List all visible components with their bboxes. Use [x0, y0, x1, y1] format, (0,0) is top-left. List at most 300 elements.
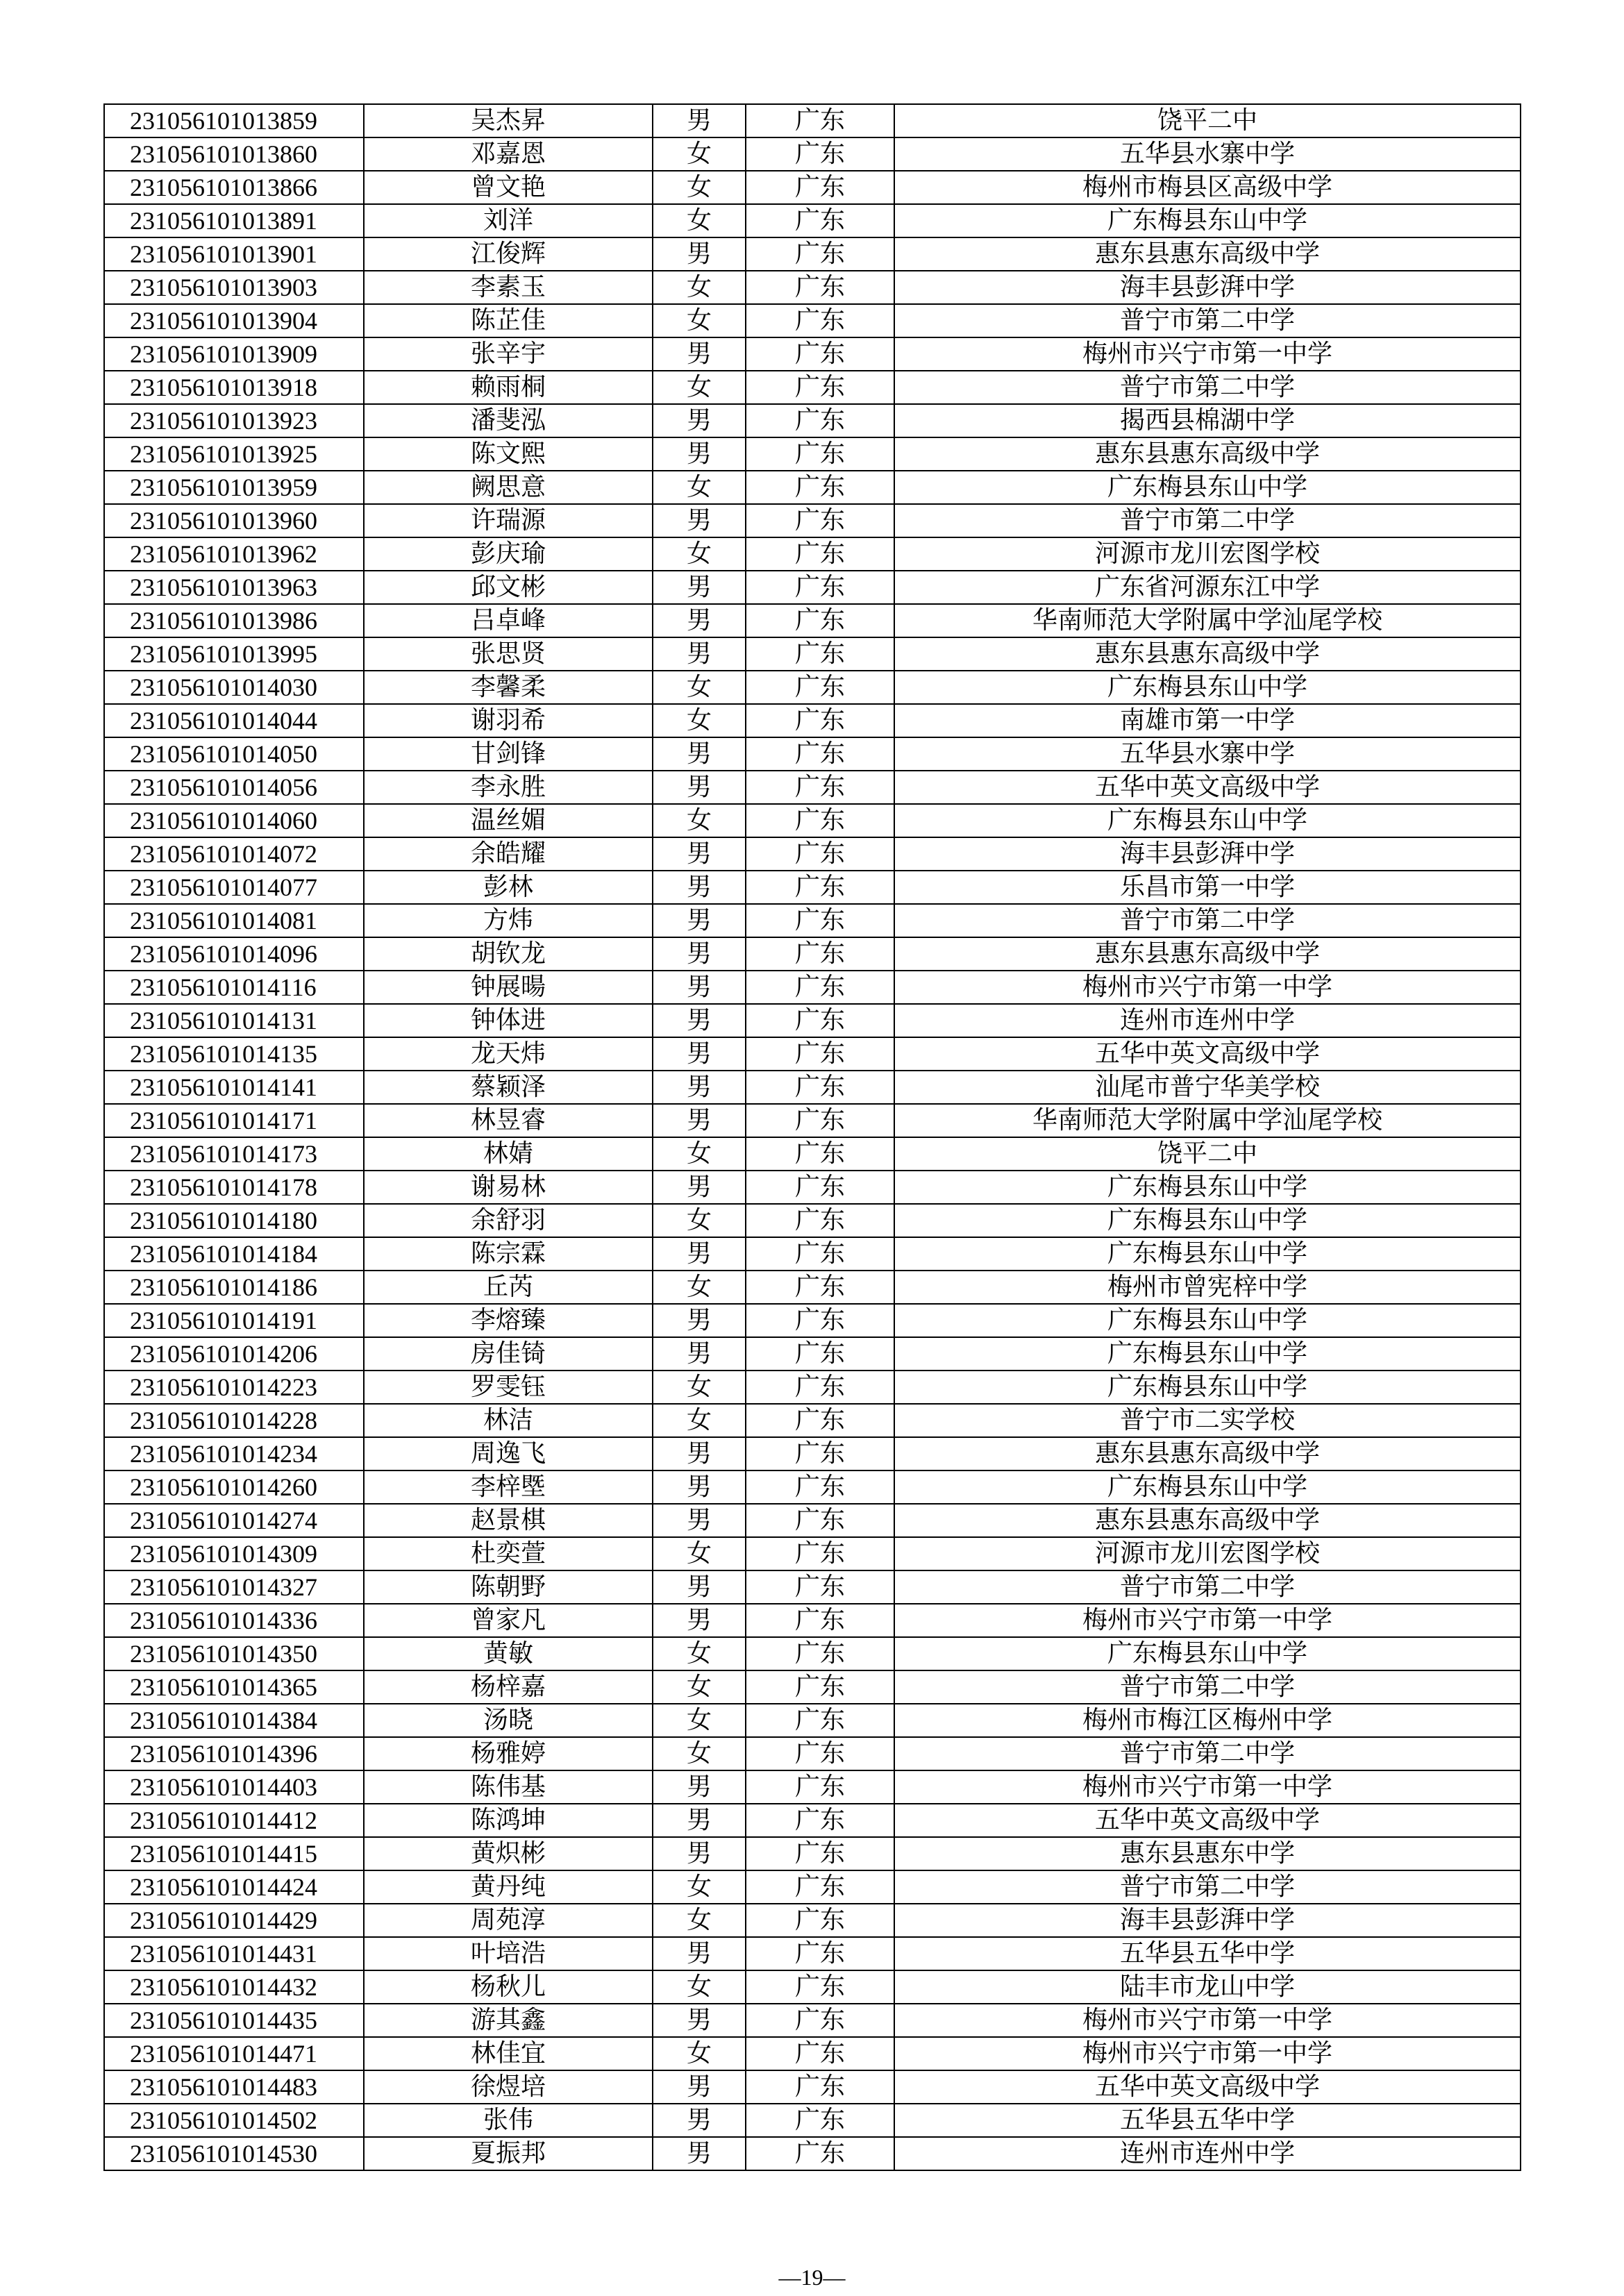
gender-cell: 女: [653, 1204, 746, 1237]
table-row: [104, 1404, 1521, 1437]
student-id-cell: 231056101014180: [104, 1204, 364, 1237]
name-cell: 林昱睿: [364, 1104, 653, 1137]
table-row: [104, 171, 1521, 204]
student-id-cell: 231056101014077: [104, 871, 364, 904]
name-cell: 余舒羽: [364, 1204, 653, 1237]
province-cell: 广东: [746, 937, 894, 971]
student-id-cell: 231056101013962: [104, 537, 364, 571]
province-cell: 广东: [746, 437, 894, 471]
gender-cell: 女: [653, 1271, 746, 1304]
gender-cell: 女: [653, 471, 746, 504]
student-id-cell: 231056101014178: [104, 1171, 364, 1204]
table-row: [104, 1937, 1521, 1970]
gender-cell: 女: [653, 1137, 746, 1171]
student-id-cell: 231056101013859: [104, 104, 364, 137]
student-id-cell: 231056101013903: [104, 271, 364, 304]
table-row: [104, 537, 1521, 571]
gender-cell: 女: [653, 1870, 746, 1904]
table-row: [104, 1670, 1521, 1704]
name-cell: 汤晓: [364, 1704, 653, 1737]
student-id-cell: 231056101014274: [104, 1504, 364, 1537]
gender-cell: 男: [653, 2104, 746, 2137]
student-id-cell: 231056101014530: [104, 2137, 364, 2170]
province-cell: 广东: [746, 1770, 894, 1804]
student-id-cell: 231056101013925: [104, 437, 364, 471]
gender-cell: 女: [653, 704, 746, 737]
name-cell: 陈伟基: [364, 1770, 653, 1804]
province-cell: 广东: [746, 1137, 894, 1171]
name-cell: 蔡颖泽: [364, 1071, 653, 1104]
name-cell: 叶培浩: [364, 1937, 653, 1970]
student-id-cell: 231056101014424: [104, 1870, 364, 1904]
name-cell: 黄敏: [364, 1637, 653, 1670]
gender-cell: 女: [653, 1904, 746, 1937]
province-cell: 广东: [746, 1570, 894, 1604]
table-row: [104, 271, 1521, 304]
province-cell: 广东: [746, 1304, 894, 1337]
table-row: [104, 304, 1521, 337]
table-row: [104, 2004, 1521, 2037]
gender-cell: 男: [653, 871, 746, 904]
student-id-cell: 231056101014365: [104, 1670, 364, 1704]
student-id-cell: 231056101014072: [104, 837, 364, 871]
school-cell: 连州市连州中学: [894, 2137, 1521, 2170]
gender-cell: 男: [653, 437, 746, 471]
table-row: [104, 104, 1521, 137]
student-id-cell: 231056101014429: [104, 1904, 364, 1937]
gender-cell: 女: [653, 171, 746, 204]
table-row: [104, 371, 1521, 404]
school-cell: 五华县水寨中学: [894, 137, 1521, 171]
table-row: [104, 571, 1521, 604]
name-cell: 潘斐泓: [364, 404, 653, 437]
gender-cell: 女: [653, 537, 746, 571]
gender-cell: 男: [653, 1037, 746, 1071]
table-row: [104, 737, 1521, 771]
province-cell: 广东: [746, 1371, 894, 1404]
table-row: [104, 504, 1521, 537]
table-row: [104, 971, 1521, 1004]
school-cell: 广东梅县东山中学: [894, 1237, 1521, 1271]
table-row: [104, 1804, 1521, 1837]
table-row: [104, 604, 1521, 637]
gender-cell: 男: [653, 1237, 746, 1271]
student-id-cell: 231056101014228: [104, 1404, 364, 1437]
student-id-cell: 231056101014223: [104, 1371, 364, 1404]
school-cell: 梅州市兴宁市第一中学: [894, 337, 1521, 371]
name-cell: 龙天炜: [364, 1037, 653, 1071]
province-cell: 广东: [746, 104, 894, 137]
province-cell: 广东: [746, 404, 894, 437]
school-cell: 梅州市兴宁市第一中学: [894, 2037, 1521, 2070]
gender-cell: 女: [653, 304, 746, 337]
name-cell: 游其鑫: [364, 2004, 653, 2037]
name-cell: 张思贤: [364, 637, 653, 671]
name-cell: 赵景棋: [364, 1504, 653, 1537]
school-cell: 惠东县惠东中学: [894, 1837, 1521, 1870]
gender-cell: 男: [653, 1837, 746, 1870]
name-cell: 夏振邦: [364, 2137, 653, 2170]
gender-cell: 男: [653, 1604, 746, 1637]
name-cell: 曾家凡: [364, 1604, 653, 1637]
school-cell: 五华县五华中学: [894, 2104, 1521, 2137]
school-cell: 广东省河源东江中学: [894, 571, 1521, 604]
name-cell: 陈鸿坤: [364, 1804, 653, 1837]
table-row: [104, 137, 1521, 171]
gender-cell: 男: [653, 1004, 746, 1037]
student-id-cell: 231056101014056: [104, 771, 364, 804]
name-cell: 林佳宜: [364, 2037, 653, 2070]
student-id-cell: 231056101014350: [104, 1637, 364, 1670]
gender-cell: 女: [653, 2037, 746, 2070]
gender-cell: 男: [653, 104, 746, 137]
province-cell: 广东: [746, 1704, 894, 1737]
student-id-cell: 231056101014116: [104, 971, 364, 1004]
name-cell: 林洁: [364, 1404, 653, 1437]
student-id-cell: 231056101014135: [104, 1037, 364, 1071]
student-id-cell: 231056101014171: [104, 1104, 364, 1137]
table-row: [104, 1637, 1521, 1670]
name-cell: 房佳锜: [364, 1337, 653, 1371]
student-id-cell: 231056101013866: [104, 171, 364, 204]
student-id-cell: 231056101014336: [104, 1604, 364, 1637]
province-cell: 广东: [746, 1204, 894, 1237]
name-cell: 杨雅婷: [364, 1737, 653, 1770]
table-row: [104, 1271, 1521, 1304]
province-cell: 广东: [746, 1271, 894, 1304]
table-row: [104, 1171, 1521, 1204]
province-cell: 广东: [746, 204, 894, 237]
gender-cell: 女: [653, 1637, 746, 1670]
student-id-cell: 231056101014415: [104, 1837, 364, 1870]
student-id-cell: 231056101014327: [104, 1570, 364, 1604]
school-cell: 广东梅县东山中学: [894, 1304, 1521, 1337]
name-cell: 方炜: [364, 904, 653, 937]
student-id-cell: 231056101014384: [104, 1704, 364, 1737]
name-cell: 胡钦龙: [364, 937, 653, 971]
province-cell: 广东: [746, 1904, 894, 1937]
name-cell: 陈芷佳: [364, 304, 653, 337]
school-cell: 梅州市兴宁市第一中学: [894, 1604, 1521, 1637]
student-id-cell: 231056101013860: [104, 137, 364, 171]
school-cell: 五华县水寨中学: [894, 737, 1521, 771]
table-row: [104, 2070, 1521, 2104]
school-cell: 普宁市第二中学: [894, 371, 1521, 404]
table-row: [104, 1837, 1521, 1870]
gender-cell: 女: [653, 137, 746, 171]
name-cell: 杨梓嘉: [364, 1670, 653, 1704]
gender-cell: 女: [653, 371, 746, 404]
table-row: [104, 1504, 1521, 1537]
gender-cell: 女: [653, 1704, 746, 1737]
school-cell: 五华县五华中学: [894, 1937, 1521, 1970]
name-cell: 张伟: [364, 2104, 653, 2137]
student-roster-table: [103, 103, 1521, 2171]
province-cell: 广东: [746, 1937, 894, 1970]
province-cell: 广东: [746, 1404, 894, 1437]
name-cell: 李永胜: [364, 771, 653, 804]
table-row: [104, 1770, 1521, 1804]
name-cell: 赖雨桐: [364, 371, 653, 404]
province-cell: 广东: [746, 637, 894, 671]
gender-cell: 男: [653, 237, 746, 271]
province-cell: 广东: [746, 737, 894, 771]
name-cell: 陈朝野: [364, 1570, 653, 1604]
gender-cell: 男: [653, 1770, 746, 1804]
province-cell: 广东: [746, 171, 894, 204]
student-id-cell: 231056101013904: [104, 304, 364, 337]
name-cell: 李熔臻: [364, 1304, 653, 1337]
table-row: [104, 471, 1521, 504]
name-cell: 林婧: [364, 1137, 653, 1171]
gender-cell: 男: [653, 1937, 746, 1970]
gender-cell: 女: [653, 1670, 746, 1704]
name-cell: 张辛宇: [364, 337, 653, 371]
school-cell: 乐昌市第一中学: [894, 871, 1521, 904]
province-cell: 广东: [746, 1337, 894, 1371]
province-cell: 广东: [746, 2137, 894, 2170]
table-row: [104, 1904, 1521, 1937]
school-cell: 惠东县惠东高级中学: [894, 937, 1521, 971]
student-id-cell: 231056101013923: [104, 404, 364, 437]
province-cell: 广东: [746, 2070, 894, 2104]
gender-cell: 男: [653, 1437, 746, 1470]
gender-cell: 女: [653, 1537, 746, 1570]
gender-cell: 男: [653, 1171, 746, 1204]
name-cell: 李素玉: [364, 271, 653, 304]
province-cell: 广东: [746, 2037, 894, 2070]
province-cell: 广东: [746, 271, 894, 304]
student-id-cell: 231056101014096: [104, 937, 364, 971]
table-row: [104, 837, 1521, 871]
gender-cell: 男: [653, 2004, 746, 2037]
student-id-cell: 231056101014502: [104, 2104, 364, 2137]
province-cell: 广东: [746, 1537, 894, 1570]
student-id-cell: 231056101013891: [104, 204, 364, 237]
student-id-cell: 231056101013963: [104, 571, 364, 604]
school-cell: 广东梅县东山中学: [894, 471, 1521, 504]
school-cell: 河源市龙川宏图学校: [894, 537, 1521, 571]
gender-cell: 女: [653, 1371, 746, 1404]
student-id-cell: 231056101014483: [104, 2070, 364, 2104]
student-id-cell: 231056101013959: [104, 471, 364, 504]
student-id-cell: 231056101014184: [104, 1237, 364, 1271]
province-cell: 广东: [746, 804, 894, 837]
province-cell: 广东: [746, 871, 894, 904]
school-cell: 广东梅县东山中学: [894, 1204, 1521, 1237]
student-id-cell: 231056101014309: [104, 1537, 364, 1570]
student-id-cell: 231056101014432: [104, 1970, 364, 2004]
province-cell: 广东: [746, 1437, 894, 1470]
school-cell: 广东梅县东山中学: [894, 804, 1521, 837]
table-row: [104, 637, 1521, 671]
name-cell: 周逸飞: [364, 1437, 653, 1470]
gender-cell: 男: [653, 737, 746, 771]
gender-cell: 女: [653, 204, 746, 237]
province-cell: 广东: [746, 1071, 894, 1104]
gender-cell: 女: [653, 1404, 746, 1437]
province-cell: 广东: [746, 1837, 894, 1870]
table-row: [104, 2137, 1521, 2170]
name-cell: 周苑淳: [364, 1904, 653, 1937]
name-cell: 罗雯钰: [364, 1371, 653, 1404]
student-id-cell: 231056101013918: [104, 371, 364, 404]
province-cell: 广东: [746, 837, 894, 871]
school-cell: 梅州市兴宁市第一中学: [894, 1770, 1521, 1804]
province-cell: 广东: [746, 371, 894, 404]
student-id-cell: 231056101014030: [104, 671, 364, 704]
name-cell: 黄丹纯: [364, 1870, 653, 1904]
name-cell: 彭庆瑜: [364, 537, 653, 571]
province-cell: 广东: [746, 671, 894, 704]
name-cell: 刘洋: [364, 204, 653, 237]
province-cell: 广东: [746, 1637, 894, 1670]
gender-cell: 男: [653, 1504, 746, 1537]
name-cell: 陈文熙: [364, 437, 653, 471]
gender-cell: 男: [653, 1470, 746, 1504]
gender-cell: 女: [653, 271, 746, 304]
school-cell: 普宁市第二中学: [894, 504, 1521, 537]
name-cell: 李馨柔: [364, 671, 653, 704]
province-cell: 广东: [746, 1470, 894, 1504]
school-cell: 惠东县惠东高级中学: [894, 1437, 1521, 1470]
school-cell: 汕尾市普宁华美学校: [894, 1071, 1521, 1104]
school-cell: 五华中英文高级中学: [894, 771, 1521, 804]
school-cell: 惠东县惠东高级中学: [894, 237, 1521, 271]
province-cell: 广东: [746, 1504, 894, 1537]
table-row: [104, 1704, 1521, 1737]
name-cell: 吴杰昇: [364, 104, 653, 137]
table-row: [104, 771, 1521, 804]
table-row: [104, 804, 1521, 837]
school-cell: 南雄市第一中学: [894, 704, 1521, 737]
student-id-cell: 231056101014173: [104, 1137, 364, 1171]
student-id-cell: 231056101014431: [104, 1937, 364, 1970]
gender-cell: 男: [653, 1337, 746, 1371]
student-id-cell: 231056101013901: [104, 237, 364, 271]
table-row: [104, 1537, 1521, 1570]
name-cell: 陈宗霖: [364, 1237, 653, 1271]
table-row: [104, 1071, 1521, 1104]
province-cell: 广东: [746, 1171, 894, 1204]
gender-cell: 男: [653, 604, 746, 637]
school-cell: 广东梅县东山中学: [894, 1171, 1521, 1204]
school-cell: 惠东县惠东高级中学: [894, 1504, 1521, 1537]
gender-cell: 男: [653, 571, 746, 604]
province-cell: 广东: [746, 304, 894, 337]
province-cell: 广东: [746, 537, 894, 571]
table-row: [104, 2104, 1521, 2137]
gender-cell: 男: [653, 404, 746, 437]
student-id-cell: 231056101014471: [104, 2037, 364, 2070]
name-cell: 钟展暘: [364, 971, 653, 1004]
province-cell: 广东: [746, 1970, 894, 2004]
student-id-cell: 231056101014396: [104, 1737, 364, 1770]
gender-cell: 女: [653, 1737, 746, 1770]
school-cell: 海丰县彭湃中学: [894, 271, 1521, 304]
province-cell: 广东: [746, 571, 894, 604]
province-cell: 广东: [746, 1670, 894, 1704]
school-cell: 普宁市第二中学: [894, 1870, 1521, 1904]
school-cell: 广东梅县东山中学: [894, 671, 1521, 704]
gender-cell: 男: [653, 637, 746, 671]
gender-cell: 男: [653, 971, 746, 1004]
table-row: [104, 1137, 1521, 1171]
gender-cell: 男: [653, 1304, 746, 1337]
school-cell: 河源市龙川宏图学校: [894, 1537, 1521, 1570]
name-cell: 杜奕萱: [364, 1537, 653, 1570]
table-row: [104, 1304, 1521, 1337]
school-cell: 普宁市第二中学: [894, 1737, 1521, 1770]
name-cell: 杨秋儿: [364, 1970, 653, 2004]
school-cell: 五华中英文高级中学: [894, 1037, 1521, 1071]
name-cell: 许瑞源: [364, 504, 653, 537]
gender-cell: 男: [653, 837, 746, 871]
school-cell: 普宁市第二中学: [894, 1670, 1521, 1704]
school-cell: 五华中英文高级中学: [894, 2070, 1521, 2104]
school-cell: 饶平二中: [894, 1137, 1521, 1171]
gender-cell: 男: [653, 904, 746, 937]
school-cell: 普宁市第二中学: [894, 304, 1521, 337]
gender-cell: 男: [653, 1570, 746, 1604]
table-row: [104, 904, 1521, 937]
table-row: [104, 1570, 1521, 1604]
gender-cell: 男: [653, 771, 746, 804]
gender-cell: 男: [653, 937, 746, 971]
province-cell: 广东: [746, 337, 894, 371]
school-cell: 广东梅县东山中学: [894, 1637, 1521, 1670]
table-row: [104, 204, 1521, 237]
name-cell: 温丝媚: [364, 804, 653, 837]
table-row: [104, 2037, 1521, 2070]
student-id-cell: 231056101014044: [104, 704, 364, 737]
student-id-cell: 231056101014186: [104, 1271, 364, 1304]
student-id-cell: 231056101014141: [104, 1071, 364, 1104]
school-cell: 惠东县惠东高级中学: [894, 637, 1521, 671]
table-row: [104, 1104, 1521, 1137]
roster-body: [104, 104, 1521, 2170]
gender-cell: 男: [653, 504, 746, 537]
province-cell: 广东: [746, 604, 894, 637]
school-cell: 普宁市第二中学: [894, 1570, 1521, 1604]
table-row: [104, 237, 1521, 271]
name-cell: 钟体进: [364, 1004, 653, 1037]
province-cell: 广东: [746, 1237, 894, 1271]
student-id-cell: 231056101014191: [104, 1304, 364, 1337]
school-cell: 普宁市二实学校: [894, 1404, 1521, 1437]
student-id-cell: 231056101013960: [104, 504, 364, 537]
table-row: [104, 1437, 1521, 1470]
province-cell: 广东: [746, 1737, 894, 1770]
name-cell: 邓嘉恩: [364, 137, 653, 171]
name-cell: 甘剑锋: [364, 737, 653, 771]
school-cell: 梅州市梅县区高级中学: [894, 171, 1521, 204]
school-cell: 海丰县彭湃中学: [894, 837, 1521, 871]
student-id-cell: 231056101014412: [104, 1804, 364, 1837]
name-cell: 丘芮: [364, 1271, 653, 1304]
table-row: [104, 1337, 1521, 1371]
name-cell: 江俊辉: [364, 237, 653, 271]
student-id-cell: 231056101014234: [104, 1437, 364, 1470]
page-number: —19—: [778, 2265, 846, 2290]
student-id-cell: 231056101014050: [104, 737, 364, 771]
student-id-cell: 231056101013986: [104, 604, 364, 637]
table-row: [104, 1371, 1521, 1404]
gender-cell: 女: [653, 804, 746, 837]
province-cell: 广东: [746, 2004, 894, 2037]
school-cell: 华南师范大学附属中学汕尾学校: [894, 604, 1521, 637]
school-cell: 揭西县棉湖中学: [894, 404, 1521, 437]
